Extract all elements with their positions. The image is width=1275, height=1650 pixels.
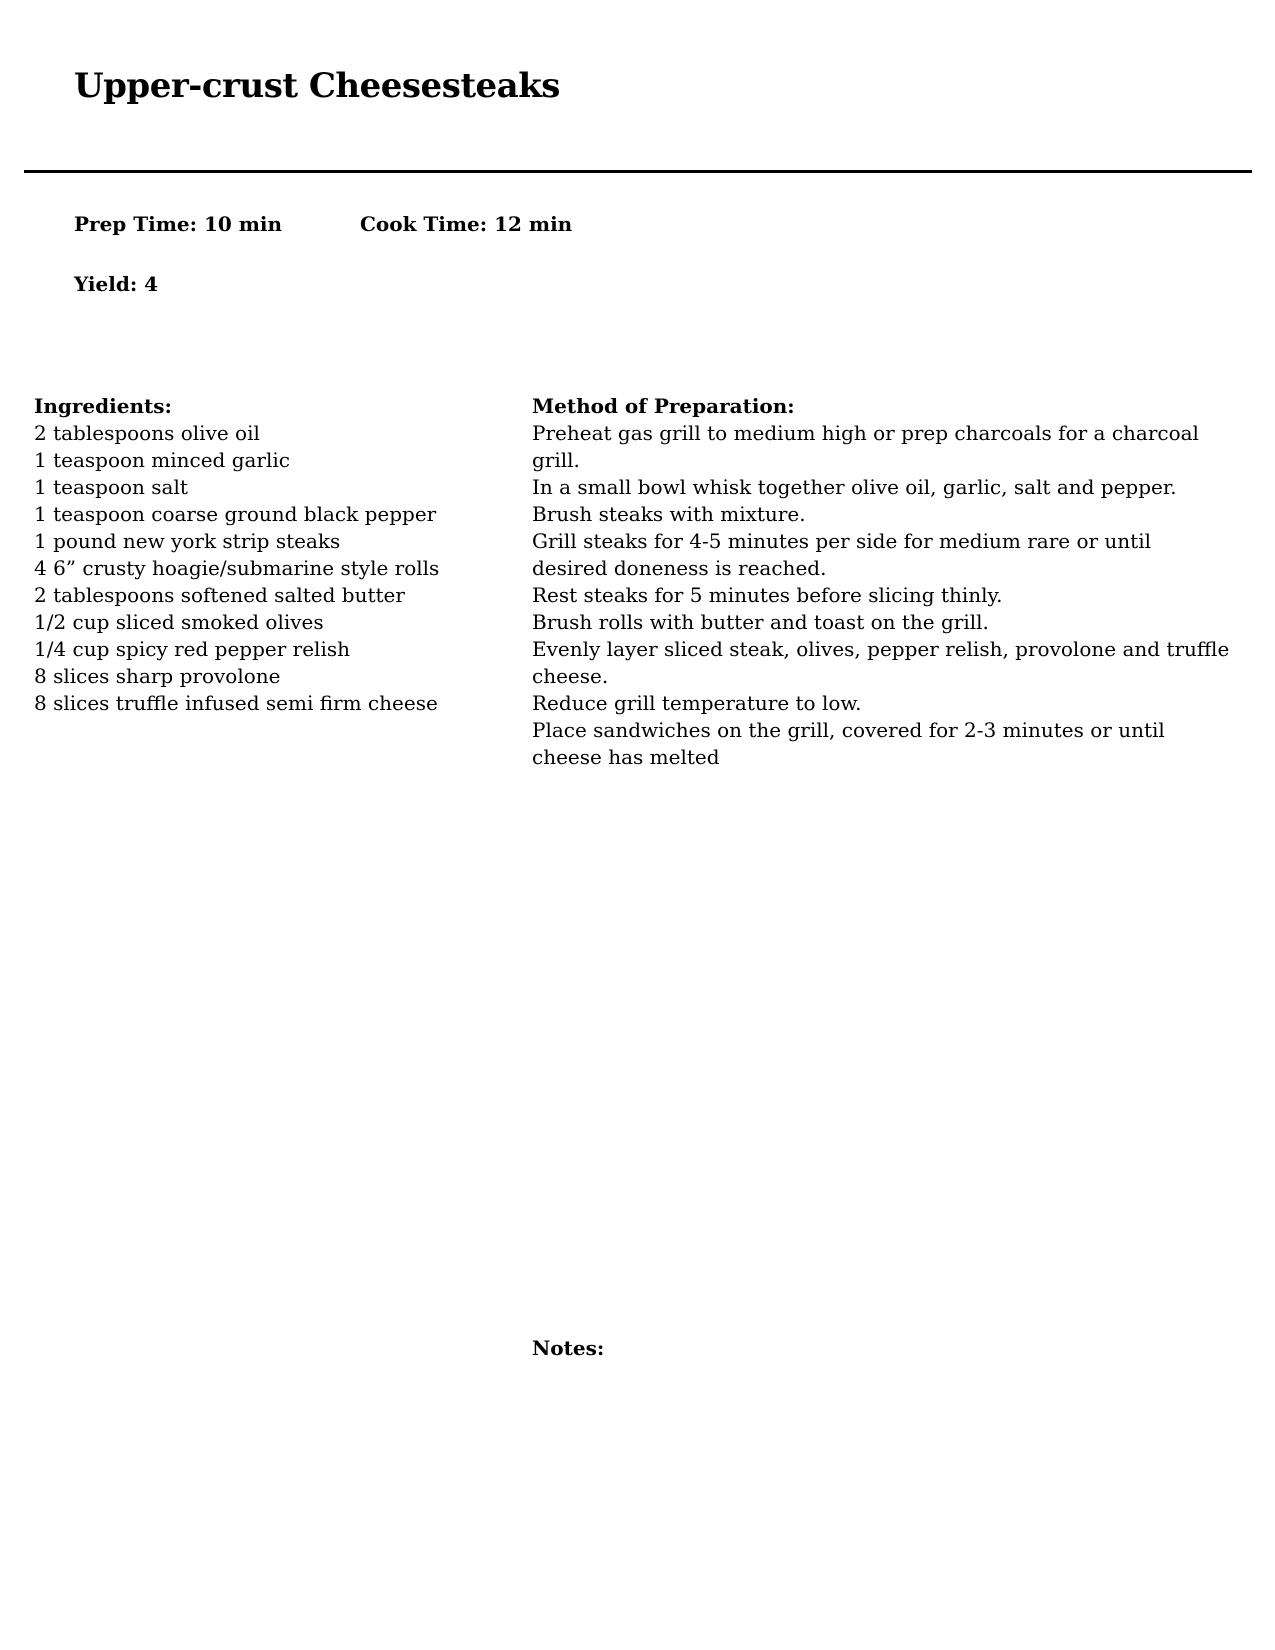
method-step: Brush rolls with butter and toast on the grill. <box>532 610 989 634</box>
ingredient-item: 1 pound new york strip steaks <box>34 529 341 553</box>
prep-time: Prep Time: 10 min <box>74 212 283 236</box>
ingredient-item: 1/2 cup sliced smoked olives <box>34 610 324 634</box>
method-heading: Method of Preparation: <box>532 394 795 418</box>
title-divider <box>24 170 1252 173</box>
ingredient-item: 1 teaspoon minced garlic <box>34 448 290 472</box>
ingredients-heading: Ingredients: <box>34 394 172 418</box>
ingredient-item: 1/4 cup spicy red pepper relish <box>34 637 350 661</box>
yield: Yield: 4 <box>74 272 159 296</box>
cook-time: Cook Time: 12 min <box>360 212 573 236</box>
method-step: In a small bowl whisk together olive oil, garlic, salt and pepper. <box>532 475 1177 499</box>
ingredient-item: 1 teaspoon coarse ground black pepper <box>34 502 437 526</box>
method-step: Place sandwiches on the grill, covered for 2-3 minutes or until cheese has melted <box>532 718 1165 769</box>
ingredients-section <box>34 393 509 717</box>
method-step: Reduce grill temperature to low. <box>532 691 862 715</box>
ingredient-item: 1 teaspoon salt <box>34 475 188 499</box>
method-step: Brush steaks with mixture. <box>532 502 806 526</box>
ingredients-list <box>34 420 509 717</box>
method-step: Evenly layer sliced steak, olives, pepper relish, provolone and truffle cheese. <box>532 637 1230 688</box>
ingredient-item: 2 tablespoons olive oil <box>34 421 260 445</box>
ingredient-item: 2 tablespoons softened salted butter <box>34 583 405 607</box>
method-steps <box>532 420 1232 771</box>
ingredient-item: 8 slices sharp provolone <box>34 664 281 688</box>
method-step: Grill steaks for 4-5 minutes per side for medium rare or until desired doneness is reached. <box>532 529 1151 580</box>
page-title: Upper-crust Cheesesteaks <box>74 66 560 106</box>
ingredient-item: 8 slices truffle infused semi firm cheese <box>34 691 438 715</box>
method-step: Rest steaks for 5 minutes before slicing thinly. <box>532 583 1003 607</box>
method-section <box>532 393 1232 771</box>
method-step: Preheat gas grill to medium high or prep charcoals for a charcoal grill. <box>532 421 1199 472</box>
ingredient-item: 4 6” crusty hoagie/submarine style rolls <box>34 556 440 580</box>
notes-heading: Notes: <box>532 1336 605 1360</box>
